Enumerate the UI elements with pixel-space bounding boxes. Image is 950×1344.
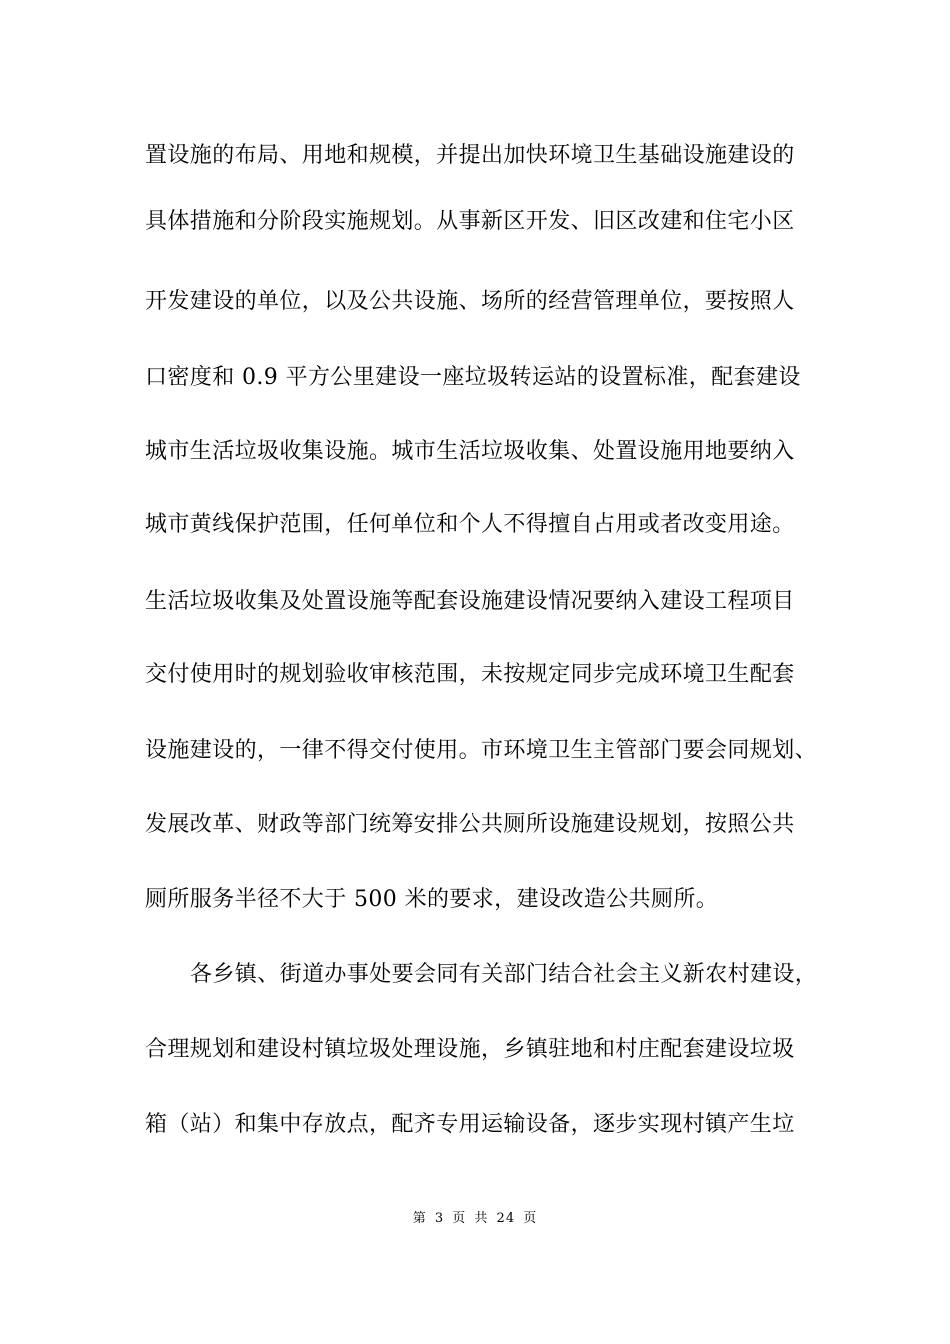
body-line-13: 合理规划和建设村镇垃圾处理设施，乡镇驻地和村庄配套建设垃圾 [145, 1037, 795, 1062]
page-number-footer: 第 3 页 共 24 页 [412, 1211, 538, 1226]
body-line-8: 交付使用时的规划验收审核范围，未按规定同步完成环境卫生配套 [145, 662, 795, 687]
body-line-10: 发展改革、财政等部门统筹安排公共厕所设施建设规划，按照公共 [145, 812, 795, 837]
body-line-14: 箱（站）和集中存放点，配齐专用运输设备，逐步实现村镇产生垃 [145, 1112, 795, 1137]
body-line-5: 城市生活垃圾收集设施。城市生活垃圾收集、处置设施用地要纳入 [145, 439, 795, 464]
body-line-6: 城市黄线保护范围，任何单位和个人不得擅自占用或者改变用途。 [145, 512, 795, 537]
body-line-7: 生活垃圾收集及处置设施等配套设施建设情况要纳入建设工程项目 [145, 589, 795, 614]
body-line-4: 口密度和 0.9 平方公里建设一座垃圾转运站的设置标准，配套建设 [145, 365, 801, 390]
body-line-12: 各乡镇、街道办事处要会同有关部门结合社会主义新农村建设， [190, 962, 818, 987]
body-line-11: 厕所服务半径不大于 500 米的要求，建设改造公共厕所。 [145, 887, 719, 912]
body-line-9: 设施建设的，一律不得交付使用。市环境卫生主管部门要会同规划、 [145, 738, 818, 763]
body-line-3: 开发建设的单位，以及公共设施、场所的经营管理单位，要按照人 [145, 289, 795, 314]
body-line-1: 置设施的布局、用地和规模，并提出加快环境卫生基础设施建设的 [145, 143, 795, 168]
body-line-2: 具体措施和分阶段实施规划。从事新区开发、旧区改建和住宅小区 [145, 209, 795, 234]
